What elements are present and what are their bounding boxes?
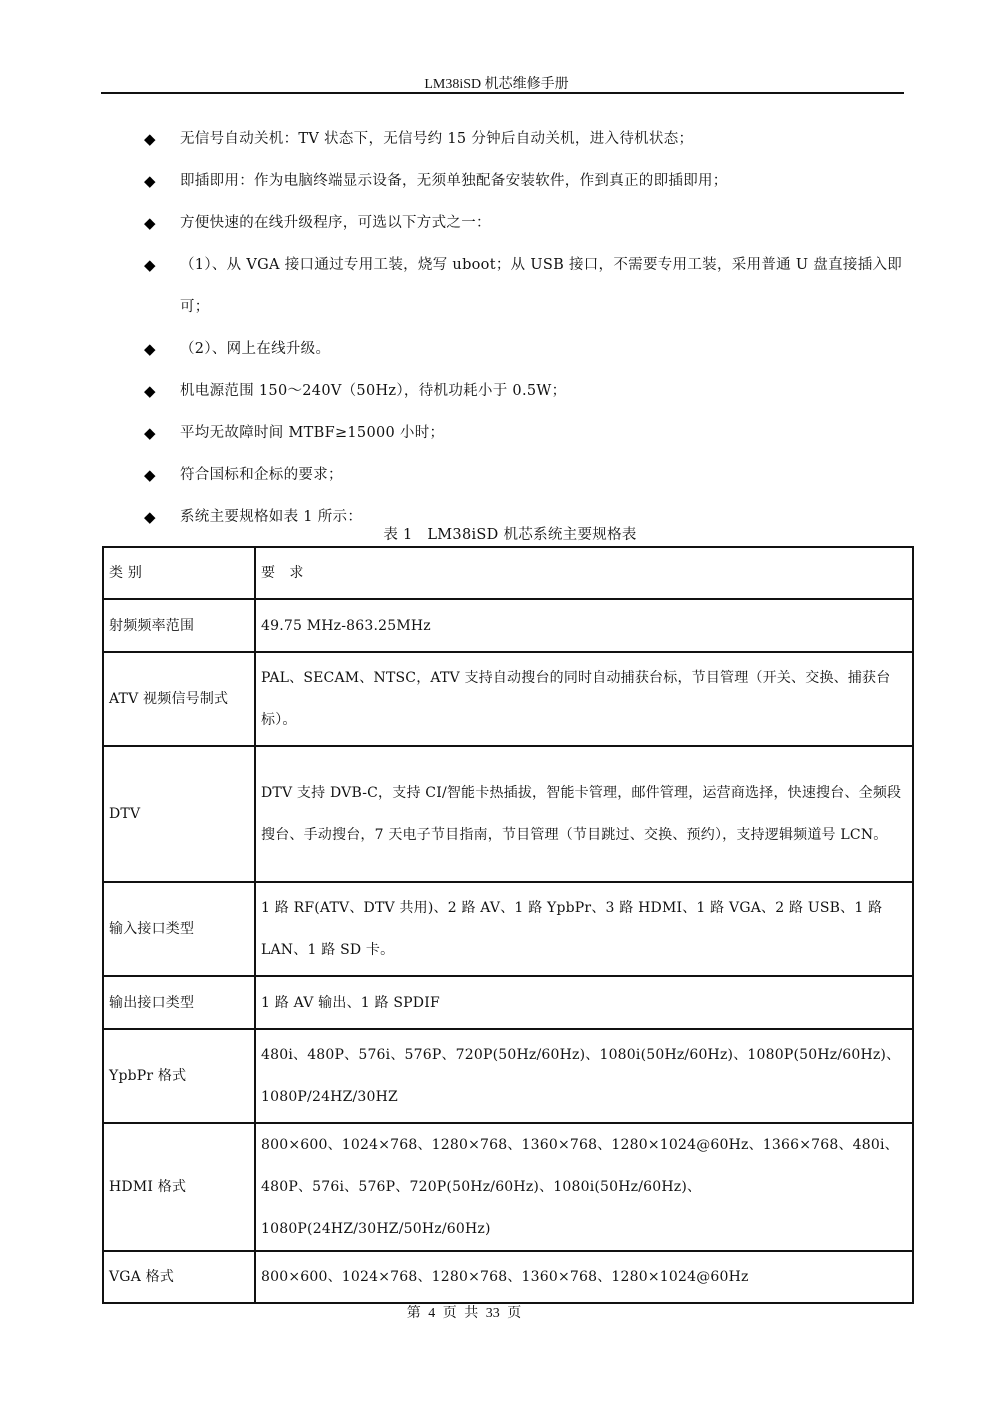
bullet-item <box>144 202 914 244</box>
bullet-item <box>144 244 914 328</box>
diamond-bullet-icon: ◆ <box>144 382 156 400</box>
bullet-item <box>144 412 914 454</box>
header-requirement: 要 求 <box>255 547 913 599</box>
bullet-text: 即插即用：作为电脑终端显示设备，无须单独配备安装软件，作到真正的即插即用； <box>180 173 728 189</box>
diamond-bullet-icon: ◆ <box>144 214 156 232</box>
spec-table <box>102 546 914 1304</box>
row-requirement: 800×600、1024×768、1280×768、1360×768、1280×1024@60Hz、1366×768、480i、480P、576i、576P、720P(50Hz/60Hz)、1080i(50Hz/60Hz)、1080P(24HZ/30HZ/50Hz/60Hz) <box>255 1123 913 1251</box>
table-row <box>103 1251 913 1303</box>
table-row <box>103 1029 913 1123</box>
table-row <box>103 976 913 1029</box>
bullet-text: 方便快速的在线升级程序，可选以下方式之一： <box>180 215 491 231</box>
row-category: ATV 视频信号制式 <box>103 652 255 746</box>
row-category: DTV <box>103 746 255 882</box>
diamond-bullet-icon: ◆ <box>144 466 156 484</box>
page-number-footer: 第 4 页 共 33 页 <box>406 1306 522 1321</box>
row-requirement: PAL、SECAM、NTSC，ATV 支持自动搜台的同时自动捕获台标，节目管理（开关、交换、捕获台标）。 <box>255 652 913 746</box>
bullet-item <box>144 454 914 496</box>
row-category: 射频频率范围 <box>103 599 255 652</box>
row-requirement: 49.75 MHz-863.25MHz <box>255 599 913 652</box>
bullet-text: 机电源范围 150～240V（50Hz），待机功耗小于 0.5W； <box>180 383 567 399</box>
bullet-item <box>144 370 914 412</box>
table-row <box>103 599 913 652</box>
bullet-text: 符合国标和企标的要求； <box>180 467 343 483</box>
header-divider <box>101 92 904 94</box>
table-caption: 表 1 LM38iSD 机芯系统主要规格表 <box>383 527 637 543</box>
diamond-bullet-icon: ◆ <box>144 256 156 274</box>
table-row <box>103 1123 913 1251</box>
diamond-bullet-icon: ◆ <box>144 172 156 190</box>
table-row <box>103 652 913 746</box>
running-header-title: LM38iSD 机芯维修手册 <box>424 77 569 92</box>
bullet-text: 系统主要规格如表 1 所示： <box>180 509 363 525</box>
bullet-item <box>144 328 914 370</box>
diamond-bullet-icon: ◆ <box>144 130 156 148</box>
diamond-bullet-icon: ◆ <box>144 424 156 442</box>
bullet-text: 平均无故障时间 MTBF≥15000 小时； <box>180 425 445 441</box>
row-requirement: DTV 支持 DVB-C，支持 CI/智能卡热插拔，智能卡管理，邮件管理，运营商选择，快速搜台、全频段搜台、手动搜台，7 天电子节目指南，节目管理（节目跳过、交换、预约），支持逻辑频道号 LCN。 <box>255 746 913 882</box>
feature-bullet-list <box>144 118 914 538</box>
row-requirement: 480i、480P、576i、576P、720P(50Hz/60Hz)、1080i(50Hz/60Hz)、1080P(50Hz/60Hz)、1080P/24HZ/30HZ <box>255 1029 913 1123</box>
row-requirement: 1 路 RF(ATV、DTV 共用)、2 路 AV、1 路 YpbPr、3 路 HDMI、1 路 VGA、2 路 USB、1 路 LAN、1 路 SD 卡。 <box>255 882 913 976</box>
bullet-text: （1）、从 VGA 接口通过专用工装，烧写 uboot；从 USB 接口，不需要专用工装，采用普通 U 盘直接插入即可； <box>180 257 903 315</box>
row-category: YpbPr 格式 <box>103 1029 255 1123</box>
row-category: HDMI 格式 <box>103 1123 255 1251</box>
diamond-bullet-icon: ◆ <box>144 340 156 358</box>
table-row <box>103 882 913 976</box>
header-category: 类 别 <box>103 547 255 599</box>
diamond-bullet-icon: ◆ <box>144 508 156 526</box>
row-category: 输出接口类型 <box>103 976 255 1029</box>
bullet-item <box>144 118 914 160</box>
row-category: VGA 格式 <box>103 1251 255 1303</box>
bullet-item <box>144 160 914 202</box>
table-header-row <box>103 547 913 599</box>
bullet-text: 无信号自动关机：TV 状态下，无信号约 15 分钟后自动关机，进入待机状态； <box>180 131 694 147</box>
table-row <box>103 746 913 882</box>
bullet-text: （2）、网上在线升级。 <box>180 341 331 357</box>
row-requirement: 1 路 AV 输出、1 路 SPDIF <box>255 976 913 1029</box>
row-requirement: 800×600、1024×768、1280×768、1360×768、1280×1024@60Hz <box>255 1251 913 1303</box>
row-category: 输入接口类型 <box>103 882 255 976</box>
